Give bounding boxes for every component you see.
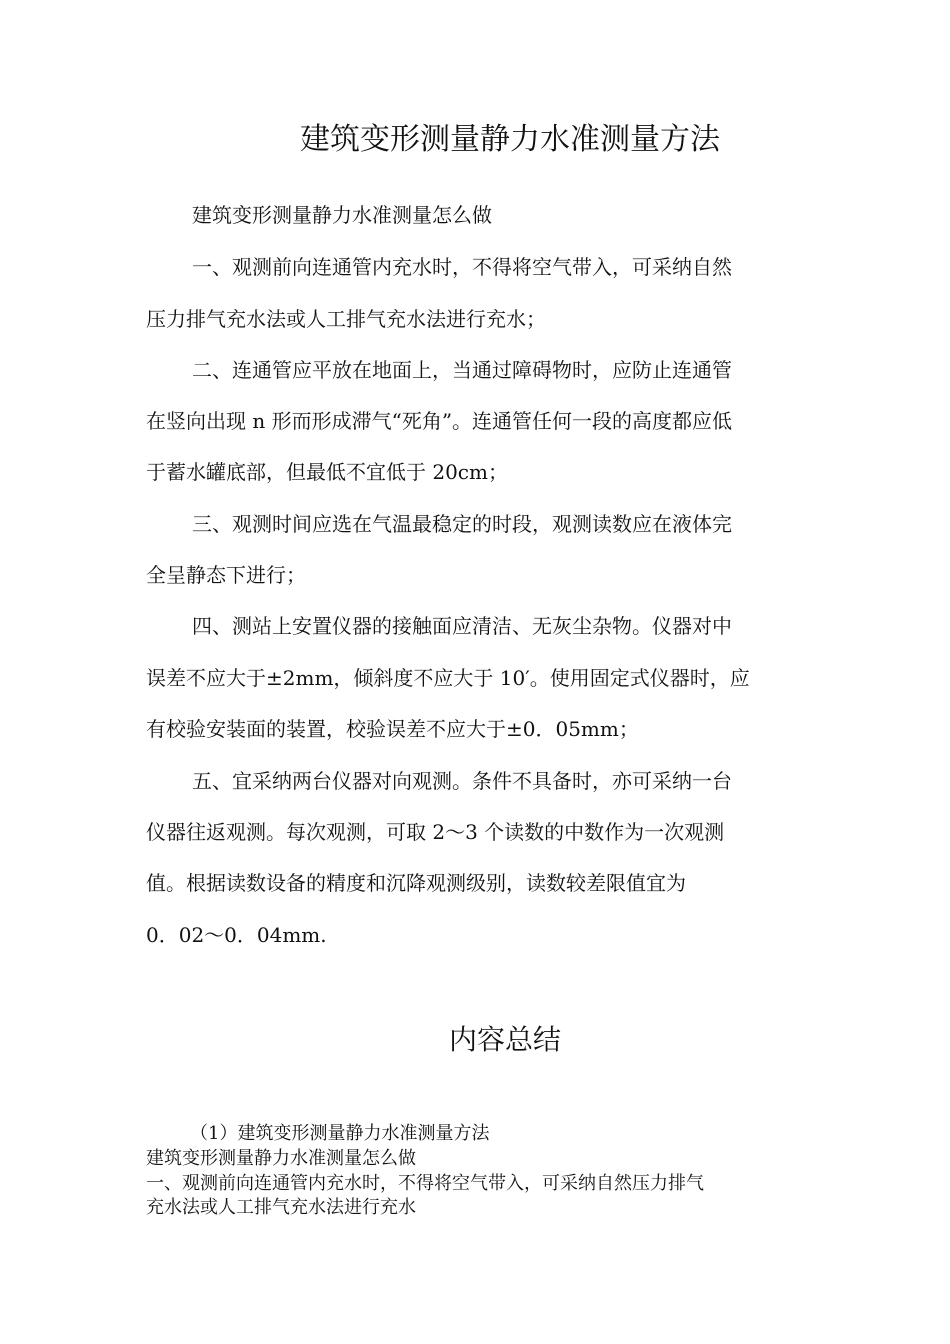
paragraph-line: 误差不应大于±2mm，倾斜度不应大于 10′。使用固定式仪器时，应 [146,666,750,690]
paragraph-line: 二、连通管应平放在地面上，当通过障碍物时，应防止连通管 [192,358,732,382]
summary-title: 内容总结 [448,1023,561,1056]
summary-line: 建筑变形测量静力水准测量怎么做 [146,1148,416,1169]
paragraph-line: 压力排气充水法或人工排气充水法进行充水； [146,307,546,331]
summary-line: 充水法或人工排气充水法进行充水 [146,1197,416,1218]
page-title: 建筑变形测量静力水准测量方法 [300,122,720,157]
summary-line: （1）建筑变形测量静力水准测量方法 [190,1123,490,1144]
subtitle-line: 建筑变形测量静力水准测量怎么做 [192,203,492,227]
paragraph-line: 有校验安装面的装置，校验误差不应大于±0．05mm； [146,717,639,741]
paragraph-line: 四、测站上安置仪器的接触面应清洁、无灰尘杂物。仪器对中 [192,614,732,638]
paragraph-line: 0．02～0．04mm. [146,923,327,947]
paragraph-line: 一、观测前向连通管内充水时，不得将空气带入，可采纳自然 [192,255,732,279]
summary-line: 一、观测前向连通管内充水时，不得将空气带入，可采纳自然压力排气 [146,1173,704,1194]
paragraph-line: 于蓄水罐底部，但最低不宜低于 20cm； [146,460,508,484]
paragraph-line: 三、观测时间应选在气温最稳定的时段，观测读数应在液体完 [192,512,732,536]
paragraph-line: 仪器往返观测。每次观测，可取 2～3 个读数的中数作为一次观测 [146,820,725,844]
paragraph-line: 值。根据读数设备的精度和沉降观测级别，读数较差限值宜为 [146,871,686,895]
paragraph-line: 在竖向出现 n 形而形成滞气“死角”。连通管任何一段的高度都应低 [146,409,733,433]
paragraph-line: 五、宜采纳两台仪器对向观测。条件不具备时，亦可采纳一台 [192,769,732,793]
paragraph-line: 全呈静态下进行； [146,563,306,587]
